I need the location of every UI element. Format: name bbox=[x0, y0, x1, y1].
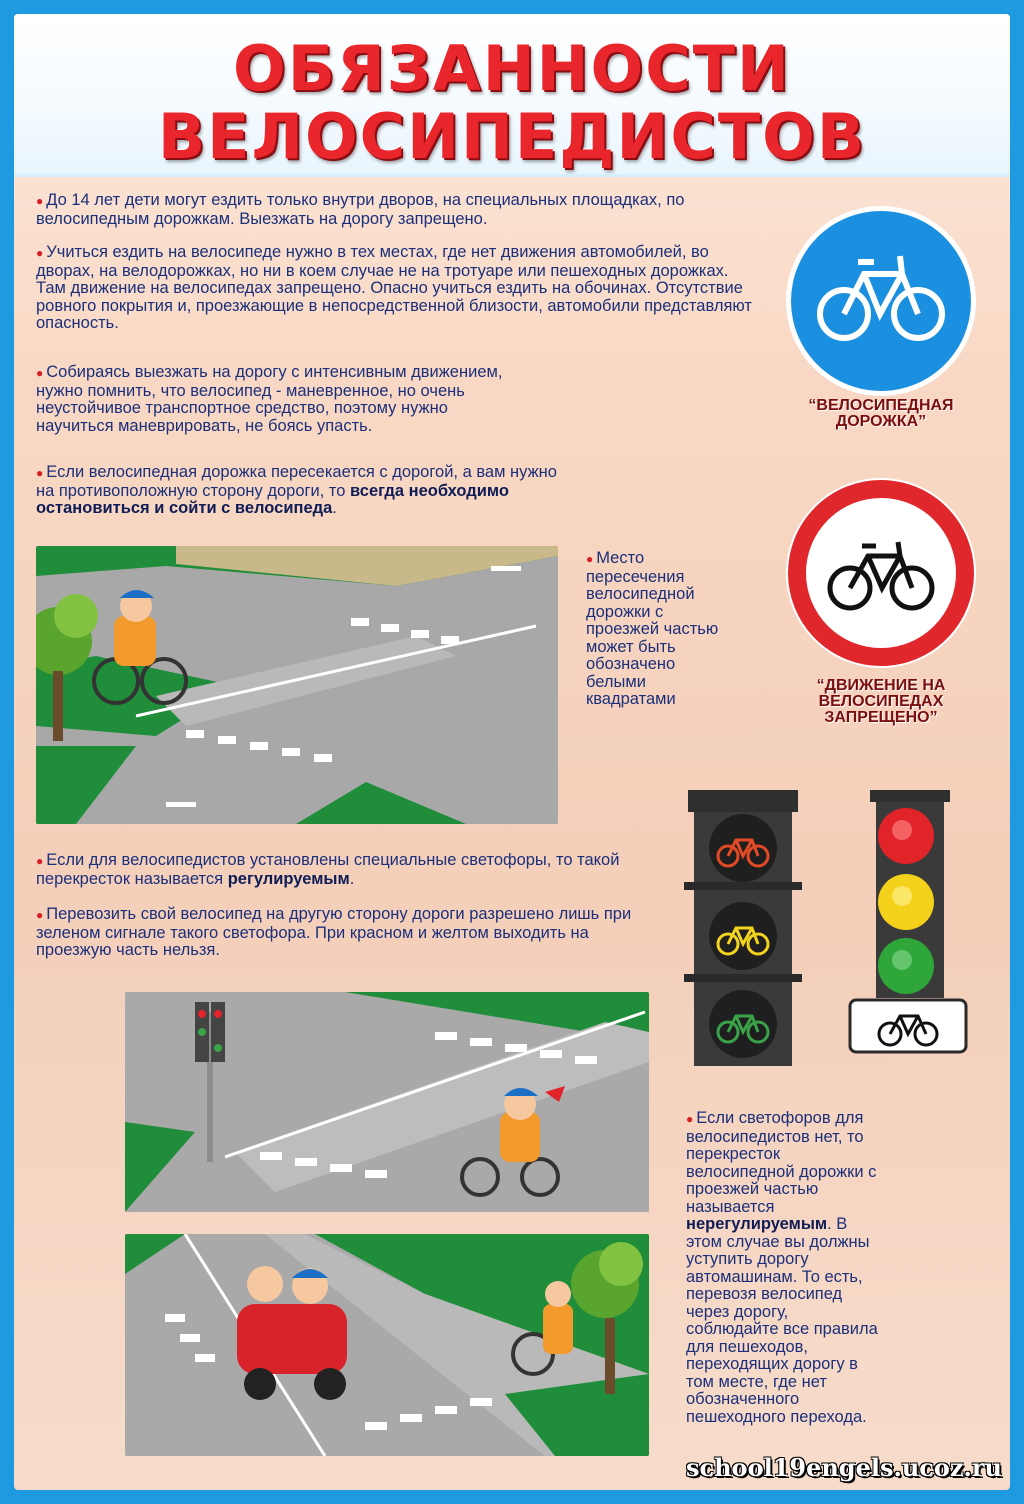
page-title-line2: ВЕЛОСИПЕДИСТОВ bbox=[157, 100, 867, 173]
bullet-icon: ● bbox=[36, 854, 44, 868]
bullet-icon: ● bbox=[36, 366, 44, 380]
paragraph-age-rule: ● До 14 лет дети могут ездить только внутри дворов, на специальных площадках, по велосипедным дорожкам. Выезжать на дорогу запрещено. bbox=[36, 191, 685, 228]
header bbox=[14, 14, 1010, 177]
bullet-icon: ● bbox=[586, 552, 594, 566]
paragraph-green-signal: ● Перевозить свой велосипед на другую сторону дороги разрешено лишь при зеленом сигнале такого светофора. При красном и желтом выходить на проезжую часть нельзя. bbox=[36, 905, 632, 959]
bullet-icon: ● bbox=[36, 466, 44, 480]
illustration-regulated-crossing bbox=[125, 992, 649, 1212]
watermark-url: school19engels.ucoz.ru bbox=[685, 1453, 1002, 1482]
page-title-line1: ОБЯЗАННОСТИ bbox=[233, 32, 791, 105]
sign-bike-path bbox=[784, 204, 978, 398]
illustration-crossing bbox=[36, 546, 558, 824]
bullet-icon: ● bbox=[36, 246, 44, 260]
sign-no-bicycles bbox=[784, 476, 978, 670]
bullet-icon: ● bbox=[36, 908, 44, 922]
paragraph-white-squares: ● Место пересечения велосипедной дорожки с проезжей частью может быть обозначено белыми квадратами bbox=[586, 549, 719, 708]
paragraph-maneuver: ● Собираясь выезжать на дорогу с интенсивным движением, нужно помнить, что велосипед - маневренное, но очень неустойчивое транспортное средство, поэтому нужно научиться маневрировать, не боясь упасть. bbox=[36, 363, 503, 435]
paragraph-unregulated: ● Если светофоров для велосипедистов нет, то перекресток велосипедной дорожки с проезжей частью называется нерегулируемым. В этом случае вы должны уступить дорогу автомашинам. То есть, перевозя велосипед через дорогу, соблюдайте все правила для пешеходов, переходящих дорогу в том месте, где нет обозначенного пешеходного перехода. bbox=[686, 1109, 878, 1426]
emphasis-unregulated: нерегулируемым bbox=[686, 1215, 828, 1233]
paragraph-crossing-rule: ● Если велосипедная дорожка пересекается с дорогой, а вам нужно на противоположную сторону дороги, то всегда необходимо остановиться и сойти с велосипеда. bbox=[36, 463, 557, 517]
paragraph-regulated: ● Если для велосипедистов установлены специальные светофоры, то такой перекресток называется регулируемым. bbox=[36, 851, 620, 888]
traffic-light-with-bike-plate bbox=[844, 790, 970, 1056]
caption-bike-path: “ВЕЛОСИПЕДНАЯ ДОРОЖКА” bbox=[808, 397, 954, 430]
caption-no-bicycles: “ДВИЖЕНИЕ НА ВЕЛОСИПЕДАХ ЗАПРЕЩЕНО” bbox=[816, 677, 946, 726]
emphasis-dismount: всегда необходимо остановиться и сойти с велосипеда bbox=[36, 481, 509, 517]
illustration-unregulated-crossing bbox=[125, 1234, 649, 1456]
poster bbox=[14, 14, 1010, 1490]
emphasis-regulated: регулируемым bbox=[227, 869, 350, 888]
bullet-icon: ● bbox=[36, 194, 44, 208]
bullet-icon: ● bbox=[686, 1112, 694, 1126]
paragraph-learning-places: ● Учиться ездить на велосипеде нужно в тех местах, где нет движения автомобилей, во дворах, на велодорожках, но ни в коем случае не на тротуаре или пешеходных дорожках. Там движение на велосипедах запрещено. Опасно учиться ездить на обочинах. Отсутствие ровного покрытия и, проезжающие в непосредственной близости, автомобили представляют опасность. bbox=[36, 243, 752, 332]
bicycle-traffic-light bbox=[684, 790, 802, 1070]
